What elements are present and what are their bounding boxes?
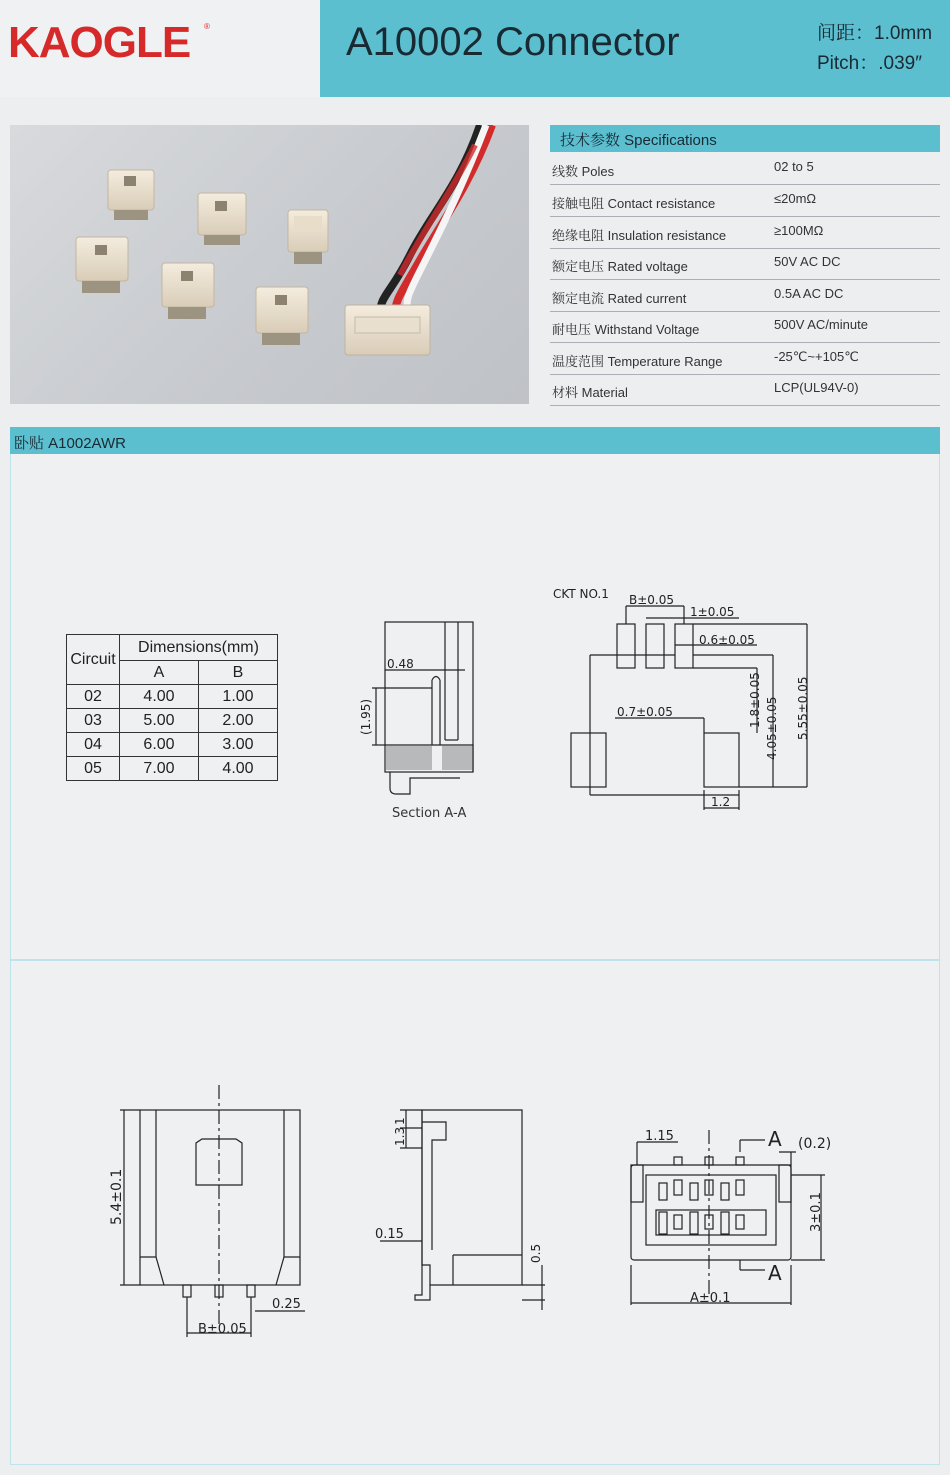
dim-405: 4.05±0.05	[765, 696, 779, 760]
spec-label: 耐电压 Withstand Voltage	[552, 322, 700, 337]
spec-label: 绝缘电阻 Insulation resistance	[552, 228, 727, 243]
table-row	[67, 733, 278, 757]
spec-label: 线数 Poles	[552, 164, 615, 179]
dim-1: 1	[393, 1117, 407, 1125]
table-row	[67, 709, 278, 733]
dim-015: 0.15	[375, 1227, 404, 1242]
section-mark-bottom: A	[768, 1261, 782, 1285]
spec-value: 50V AC DC	[774, 254, 841, 269]
spec-row	[550, 343, 940, 375]
dimensions-header: Dimensions(mm)	[120, 635, 278, 661]
dim-12: 1.2	[711, 795, 731, 809]
circuit-cell: 04	[67, 733, 120, 757]
a-cell: 7.00	[120, 757, 199, 781]
spec-row	[550, 280, 940, 312]
section-aa-drawing	[350, 610, 490, 830]
circuit-header: Circuit	[67, 635, 120, 685]
circuit-cell: 03	[67, 709, 120, 733]
spec-label: 温度范围 Temperature Range	[552, 354, 723, 369]
b-cell: 4.00	[199, 757, 278, 781]
spec-heading-bar	[550, 125, 940, 152]
a-cell: 6.00	[120, 733, 199, 757]
dim-05: 0.5	[529, 1243, 543, 1263]
dim-115: 1.15	[645, 1129, 674, 1144]
ckt-label: CKT NO.1	[553, 587, 609, 601]
spec-label: 额定电压 Rated voltage	[552, 259, 688, 274]
top-view-drawing	[600, 1120, 850, 1320]
spec-value: 500V AC/minute	[774, 317, 868, 332]
spec-row	[550, 311, 940, 343]
pitch-en: Pitch：.039″	[817, 53, 922, 74]
dim-07: 0.7±0.05	[617, 705, 673, 719]
b-cell: 3.00	[199, 733, 278, 757]
b-cell: 1.00	[199, 685, 278, 709]
dim-b: B±0.05	[629, 593, 675, 607]
section-mark-top: A	[768, 1127, 782, 1151]
spec-value: 0.5A AC DC	[774, 286, 844, 301]
dim-1: 1±0.05	[690, 605, 735, 619]
spec-value: 02 to 5	[774, 159, 814, 174]
dim-06: 0.6±0.05	[699, 633, 755, 647]
section-heading-bar	[10, 427, 940, 454]
circuit-cell: 02	[67, 685, 120, 709]
spec-value: ≥100MΩ	[774, 223, 824, 238]
circuit-cell: 05	[67, 757, 120, 781]
a-cell: 5.00	[120, 709, 199, 733]
dim-048: 0.48	[387, 657, 414, 671]
section-caption: Section A-A	[392, 806, 467, 821]
registered-mark: ®	[204, 22, 210, 31]
spec-value: ≤20mΩ	[774, 191, 817, 206]
side-view-drawing	[370, 1100, 550, 1315]
spec-heading: 技术参数 Specifications	[560, 132, 717, 149]
spec-row	[550, 153, 940, 185]
page-title: A10002 Connector	[346, 20, 680, 64]
col-a-header: A	[120, 661, 199, 685]
spec-label: 接触电阻 Contact resistance	[552, 196, 716, 211]
b-cell: 2.00	[199, 709, 278, 733]
spec-value: LCP(UL94V-0)	[774, 380, 859, 395]
dimension-table	[66, 634, 278, 781]
dim-b-front: B±0.05	[198, 1322, 247, 1337]
dim-height: 5.4±0.1	[109, 1168, 125, 1225]
spec-row	[550, 248, 940, 280]
connector-illustration	[10, 125, 529, 404]
cable-wires	[380, 125, 492, 315]
spec-row	[550, 217, 940, 249]
spec-row	[550, 185, 940, 217]
dim-02: (0.2)	[798, 1136, 832, 1152]
spec-value: -25℃~+105℃	[774, 349, 859, 364]
table-row	[67, 757, 278, 781]
dim-18: 1.8±0.05	[748, 672, 762, 728]
cable-housing	[345, 305, 430, 355]
col-b-header: B	[199, 661, 278, 685]
product-photo	[10, 125, 529, 404]
front-view-drawing	[100, 1075, 330, 1345]
a-cell: 4.00	[120, 685, 199, 709]
pitch-cn: 间距：1.0mm	[817, 23, 933, 44]
spec-row	[550, 374, 940, 406]
dim-555: 5.55±0.05	[796, 676, 810, 740]
smt-connectors	[76, 170, 328, 345]
dim-13: 1.3	[393, 1126, 407, 1146]
spec-label: 额定电流 Rated current	[552, 291, 687, 306]
dim-a: A±0.1	[690, 1291, 731, 1306]
table-row	[67, 685, 278, 709]
dim-025: 0.25	[272, 1297, 301, 1312]
section-title: 卧贴 A1002AWR	[14, 435, 126, 452]
dim-195: (1.95)	[359, 698, 373, 735]
pcb-layout-drawing	[545, 580, 825, 820]
brand-logo: KAOGLE	[8, 18, 191, 67]
dim-3: 3±0.1	[809, 1192, 824, 1232]
spec-label: 材料 Material	[552, 385, 628, 400]
